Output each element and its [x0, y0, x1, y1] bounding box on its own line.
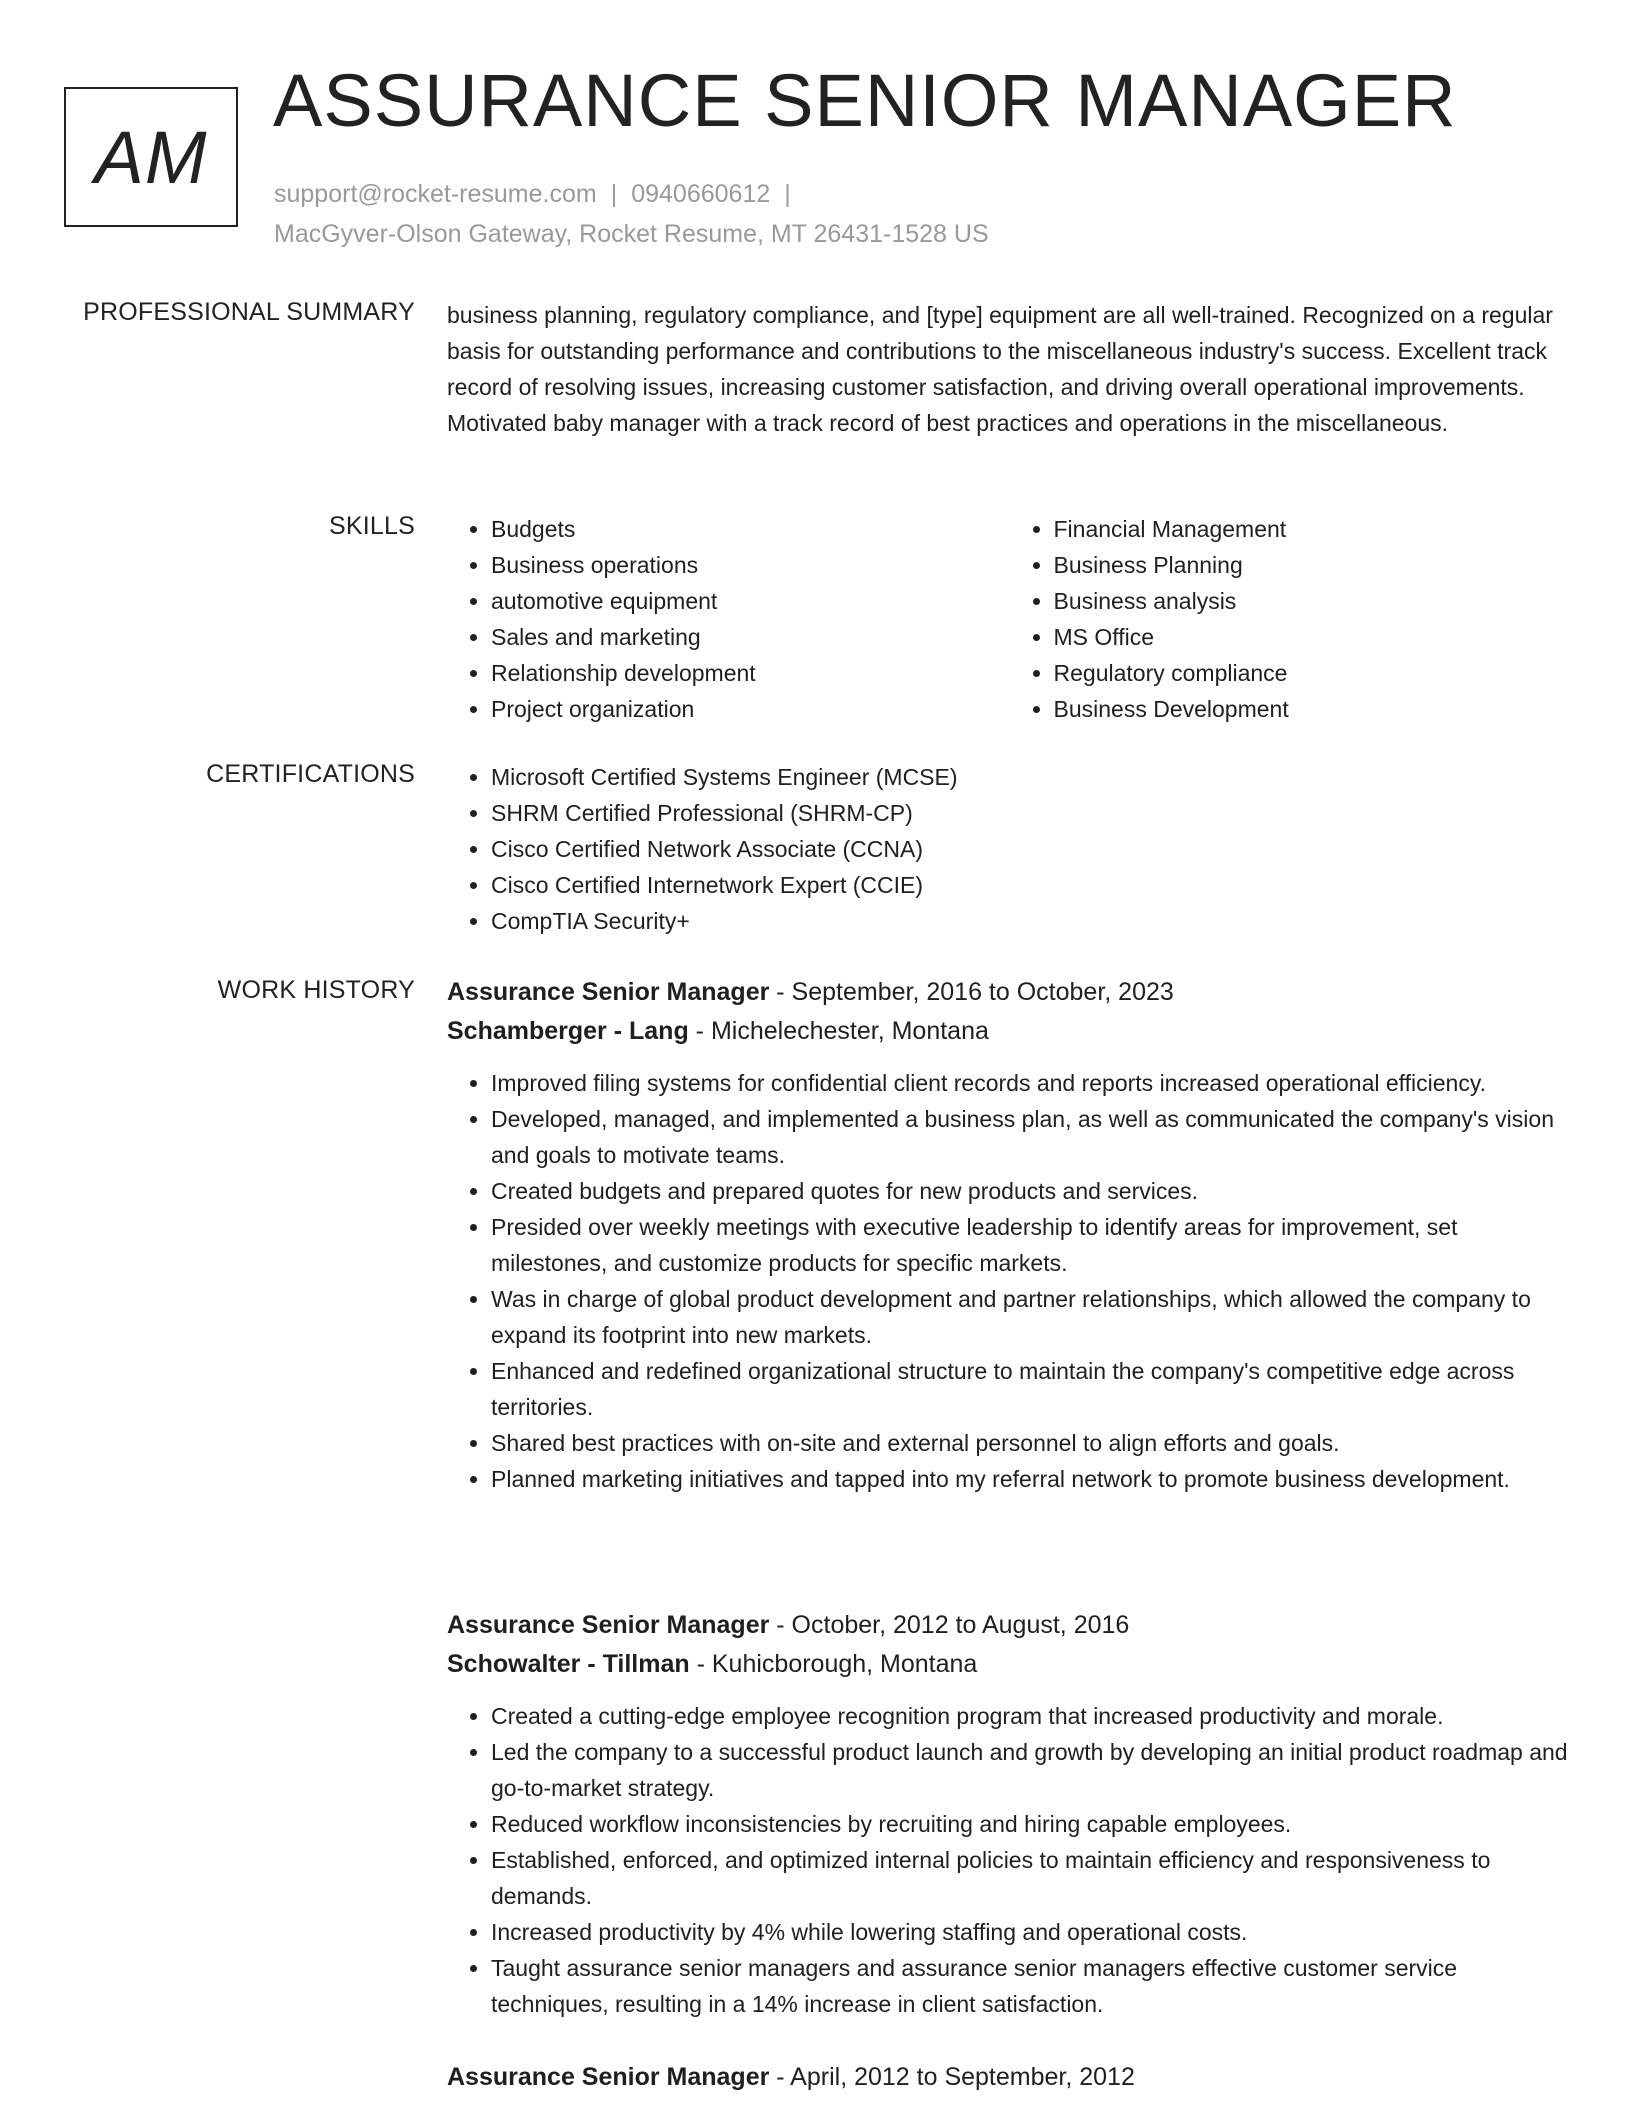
job-bullet: • Taught assurance senior managers and assurance senior managers effective customer service techniques, resulting in a 14% increase in client satisfaction. [491, 1950, 1572, 2022]
contact-info [274, 174, 989, 254]
phone-number[interactable]: 0940660612 [631, 180, 771, 208]
work-history-heading: WORK HISTORY [217, 976, 415, 1004]
job-dates: - April, 2012 to September, 2012 [769, 2063, 1135, 2091]
job-entry [447, 973, 1572, 1497]
job-dates: - October, 2012 to August, 2016 [769, 1611, 1130, 1639]
skills-list [447, 511, 1572, 727]
certification-item: • SHRM Certified Professional (SHRM-CP) [491, 795, 1572, 831]
job-bullet: • Reduced workflow inconsistencies by recruiting and hiring capable employees. [491, 1806, 1572, 1842]
skill-item: • Budgets [491, 511, 1010, 547]
address: MacGyver-Olson Gateway, Rocket Resume, MT 26431-1528 US [274, 220, 989, 248]
job-entry [447, 2058, 1572, 2097]
summary-heading: PROFESSIONAL SUMMARY [83, 298, 415, 326]
job-bullet: • Increased productivity by 4% while lowering staffing and operational costs. [491, 1914, 1572, 1950]
skill-item: • Sales and marketing [491, 619, 1010, 655]
job-entry [447, 1606, 1572, 2022]
job-title: Assurance Senior Manager [447, 2063, 770, 2091]
job-dates: - September, 2016 to October, 2023 [769, 978, 1174, 1006]
skills-heading: SKILLS [329, 512, 415, 540]
job-bullet: • Created a cutting-edge employee recognition program that increased productivity and morale. [491, 1698, 1572, 1734]
company-name: Schamberger - Lang [447, 1017, 689, 1045]
job-bullets [447, 1698, 1572, 2022]
skill-item: • automotive equipment [491, 583, 1010, 619]
skill-item: • Financial Management [1054, 511, 1573, 547]
job-bullet: • Improved filing systems for confidential client records and reports increased operational efficiency. [491, 1065, 1572, 1101]
skill-item: • Regulatory compliance [1054, 655, 1573, 691]
company-name: Schowalter - Tillman [447, 1650, 690, 1678]
job-company-line [447, 1645, 1572, 1684]
job-bullet: • Planned marketing initiatives and tapped into my referral network to promote business development. [491, 1461, 1572, 1497]
job-title-line [447, 2058, 1572, 2097]
contact-separator: | [610, 180, 618, 208]
contact-separator: | [784, 180, 791, 208]
job-bullet: • Was in charge of global product development and partner relationships, which allowed the company to expand its footprint into new markets. [491, 1281, 1572, 1353]
skill-item: • MS Office [1054, 619, 1573, 655]
job-bullet: • Presided over weekly meetings with executive leadership to identify areas for improvement, set milestones, and customize products for specific markets. [491, 1209, 1572, 1281]
skill-item: • Project organization [491, 691, 1010, 727]
email-link[interactable]: support@rocket-resume.com [274, 180, 597, 208]
skills-column-left [447, 511, 1010, 727]
job-title: Assurance Senior Manager [447, 1611, 770, 1639]
job-bullet: • Established, enforced, and optimized internal policies to maintain efficiency and responsiveness to demands. [491, 1842, 1572, 1914]
certification-item: • Cisco Certified Internetwork Expert (CCIE) [491, 867, 1572, 903]
job-title-line [447, 1606, 1572, 1645]
skill-item: • Business Planning [1054, 547, 1573, 583]
summary-text: business planning, regulatory compliance, and [type] equipment are all well-trained. Recognized on a regular basis for outstanding performance and contributions to the miscellaneous industry's success. Excellent track record of resolving issues, increasing customer satisfaction, and driving overall operational improvements. Motivated baby manager with a track record of best practices and operations in the miscellaneous. [447, 302, 1553, 436]
job-title: Assurance Senior Manager [447, 978, 770, 1006]
certification-item: • Cisco Certified Network Associate (CCNA) [491, 831, 1572, 867]
skills-column-right [1010, 511, 1573, 727]
job-bullet: • Shared best practices with on-site and external personnel to align efforts and goals. [491, 1425, 1572, 1461]
job-title-line [447, 973, 1572, 1012]
job-bullet: • Developed, managed, and implemented a business plan, as well as communicated the company's vision and goals to motivate teams. [491, 1101, 1572, 1173]
job-bullet: • Created budgets and prepared quotes for new products and services. [491, 1173, 1572, 1209]
job-bullets [447, 1065, 1572, 1497]
skill-item: • Relationship development [491, 655, 1010, 691]
job-bullet: • Led the company to a successful product launch and growth by developing an initial product roadmap and go-to-market strategy. [491, 1734, 1572, 1806]
job-company-line [447, 1012, 1572, 1051]
contact-line-1 [274, 174, 989, 214]
monogram-initials: AM [94, 115, 208, 199]
resume-title: ASSURANCE SENIOR MANAGER [273, 59, 1457, 142]
job-bullet: • Enhanced and redefined organizational structure to maintain the company's competitive edge across territories. [491, 1353, 1572, 1425]
job-location: - Kuhicborough, Montana [689, 1650, 978, 1678]
job-location: - Michelechester, Montana [688, 1017, 989, 1045]
monogram-box [64, 87, 238, 227]
skill-item: • Business operations [491, 547, 1010, 583]
skill-item: • Business analysis [1054, 583, 1573, 619]
certifications-heading: CERTIFICATIONS [206, 760, 415, 788]
certification-item: • CompTIA Security+ [491, 903, 1572, 939]
certifications-list [447, 759, 1572, 939]
certification-item: • Microsoft Certified Systems Engineer (MCSE) [491, 759, 1572, 795]
skill-item: • Business Development [1054, 691, 1573, 727]
